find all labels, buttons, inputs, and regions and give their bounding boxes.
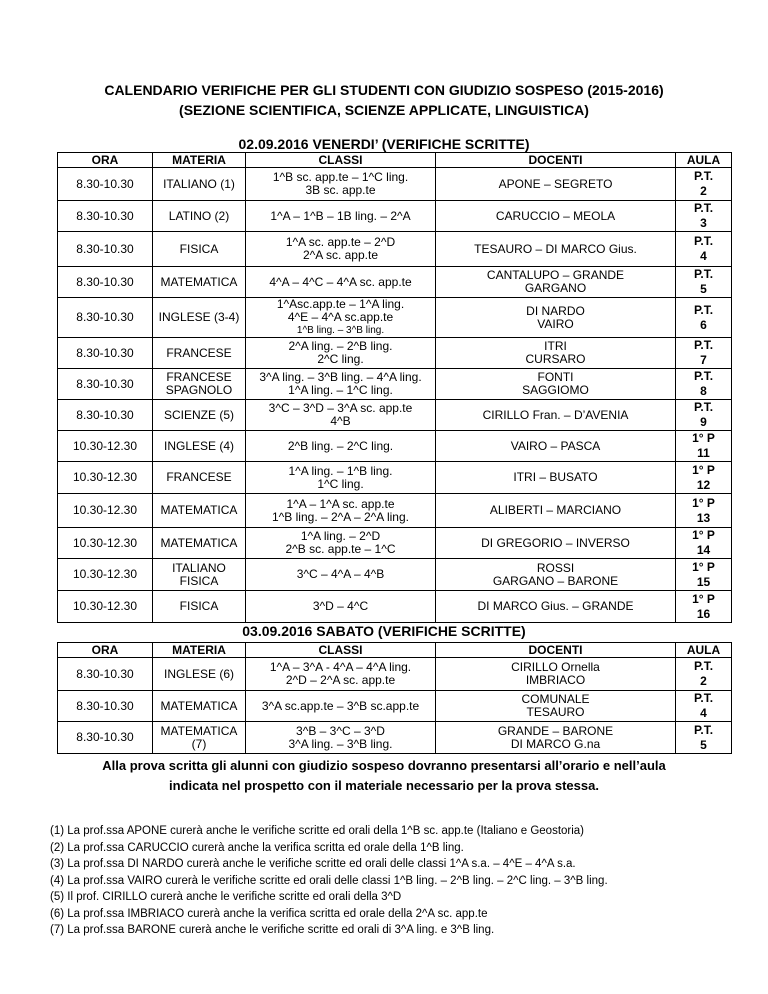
cell-line: GARGANO [524,281,587,295]
column-header: CLASSI [246,643,436,658]
cell-line: ALIBERTI – MARCIANO [489,503,622,517]
cell-ora: 10.30-12.30 [58,591,153,623]
cell-line: TESAURO [526,705,585,719]
cell-line: MATEMATICA (7) [160,723,238,751]
cell-docenti [436,201,676,232]
cell-line: 1^A – 1^B – 1B ling. – 2^A [270,208,411,223]
cell-ora: 8.30-10.30 [58,722,153,754]
instructions-line-1: Alla prova scritta gli alunni con giudizio sospeso dovranno presentarsi all’orario e nell’aula [102,758,666,773]
cell-line: FRANCESE [166,345,232,360]
cell-line: CIRILLO Fran. – D’AVENIA [482,407,629,422]
cell-materia [153,267,246,298]
cell-line: 1^A sc. app.te – 2^D [285,235,396,249]
cell-line: 1^A – 3^A - 4^A – 4^A ling. [269,660,412,674]
cell-materia [153,591,246,623]
cell-line: P.T. [693,234,714,248]
cell-line: P.T. [693,659,714,673]
cell-line: DI GREGORIO – INVERSO [481,535,630,550]
cell-line: 11 [697,446,710,460]
cell-ora: 8.30-10.30 [58,400,153,431]
cell-docenti [436,722,676,754]
cell-aula [676,232,732,267]
cell-docenti [436,431,676,462]
cell-aula [676,338,732,369]
cell-line: 4^A – 4^C – 4^A sc. app.te [269,274,412,289]
table-row [58,369,732,400]
column-header: ORA [58,643,153,658]
cell-line: 2 [700,674,707,688]
cell-ora: 10.30-12.30 [58,494,153,528]
cell-line: 5 [700,737,707,752]
cell-line: 3 [700,216,707,230]
cell-ora: 8.30-10.30 [58,298,153,338]
cell-line: SCIENZE (5) [163,407,234,422]
table-row [58,591,732,623]
cell-classi [246,528,436,559]
cell-classi [246,267,436,298]
table-row [58,559,732,591]
cell-line: ITALIANO [172,560,226,575]
cell-classi [246,658,436,691]
cell-docenti [436,559,676,591]
cell-line: 1^B ling. – 3^B ling. [296,325,385,336]
cell-materia [153,722,246,754]
cell-ora: 8.30-10.30 [58,369,153,400]
cell-line: DI MARCO G.na [510,736,601,751]
cell-ora: 8.30-10.30 [58,267,153,298]
cell-docenti [436,338,676,369]
cell-classi [246,494,436,528]
cell-docenti [436,691,676,722]
cell-materia [153,431,246,462]
cell-line: DI NARDO [526,303,585,318]
cell-line: 1^A – 1^A sc. app.te [286,496,395,511]
column-header: MATERIA [153,153,246,168]
column-header: AULA [676,153,732,168]
cell-line: CARUCCIO – MEOLA [495,208,616,223]
cell-line: 1° P [692,528,715,542]
column-header: CLASSI [246,153,436,168]
cell-line: INGLESE (4) [163,438,235,453]
cell-classi [246,591,436,623]
cell-classi [246,201,436,232]
cell-classi [246,298,436,338]
cell-line: 3^B – 3^C – 3^D [296,723,385,738]
cell-line: 2^C ling. [317,352,364,366]
cell-line: 1^A ling. – 1^C ling. [288,383,393,397]
cell-docenti [436,232,676,267]
cell-docenti [436,400,676,431]
cell-materia [153,400,246,431]
cell-line: P.T. [693,338,714,352]
day1-schedule-table [57,152,732,623]
cell-line: 13 [696,510,711,525]
cell-line: 9 [700,415,707,429]
cell-line: DI MARCO Gius. – GRANDE [477,599,634,613]
cell-line: CANTALUPO – GRANDE [486,268,625,282]
cell-materia [153,494,246,528]
cell-aula [676,559,732,591]
cell-aula [676,267,732,298]
cell-materia [153,168,246,201]
table-row [58,494,732,528]
cell-line: 8 [700,384,707,398]
cell-line: FONTI [537,370,574,384]
cell-classi [246,369,436,400]
cell-docenti [436,462,676,494]
cell-materia [153,338,246,369]
cell-line: 1^Asc.app.te – 1^A ling. [276,297,405,311]
cell-line: 2^D – 2^A sc. app.te [285,673,396,687]
cell-line: 15 [696,574,711,589]
cell-classi [246,462,436,494]
cell-line: CURSARO [525,352,586,366]
cell-aula [676,691,732,722]
cell-line: P.T. [693,267,714,281]
cell-line: FISICA [179,573,219,588]
cell-line: 2^B sc. app.te – 1^C [285,542,396,556]
cell-ora: 10.30-12.30 [58,431,153,462]
cell-line: ITRI [544,339,567,353]
cell-materia [153,369,246,400]
cell-line: 4 [700,706,707,720]
cell-line: 14 [696,543,711,557]
cell-aula [676,658,732,691]
table-row [58,462,732,494]
cell-docenti [436,528,676,559]
cell-line: FRANCESE [166,470,232,484]
cell-line: SPAGNOLO [165,383,233,397]
cell-line: 3^A ling. – 3^B ling. – 4^A ling. [259,370,422,384]
cell-docenti [436,591,676,623]
column-header: AULA [676,643,732,658]
cell-line: LATINO (2) [168,208,230,223]
cell-materia [153,298,246,338]
cell-aula [676,400,732,431]
cell-line: ITALIANO (1) [163,176,235,191]
cell-line: 3^C – 4^A – 4^B [296,567,385,581]
document-title-line-1: CALENDARIO VERIFICHE PER GLI STUDENTI CON GIUDIZIO SOSPESO (2015-2016) [104,82,664,98]
cell-line: ITRI – BUSATO [513,470,598,484]
cell-aula [676,462,732,494]
cell-line: 1° P [692,431,715,445]
cell-line: 4^B [330,414,351,428]
cell-materia [153,691,246,722]
cell-line: GARGANO – BARONE [492,573,619,588]
table-row [58,168,732,201]
cell-ora: 8.30-10.30 [58,201,153,232]
cell-line: VAIRO – PASCA [510,438,601,453]
cell-ora: 8.30-10.30 [58,168,153,201]
footnote: (2) La prof.ssa CARUCCIO curerà anche la verifica scritta ed orale della 1^B ling. [50,841,464,854]
column-header: MATERIA [153,643,246,658]
cell-ora: 8.30-10.30 [58,338,153,369]
day2-title: 03.09.2016 SABATO (VERIFICHE SCRITTE) [242,623,526,639]
cell-line: 5 [700,282,707,296]
cell-line: 1° P [692,462,715,477]
table-header-row [58,153,732,168]
table-row [58,267,732,298]
cell-aula [676,494,732,528]
cell-aula [676,168,732,201]
column-header: ORA [58,153,153,168]
cell-aula [676,591,732,623]
cell-line: FRANCESE [166,370,232,384]
cell-line: 1° P [692,495,715,510]
table-row [58,722,732,754]
cell-line: 7 [700,353,707,367]
table-header-row [58,643,732,658]
cell-materia [153,528,246,559]
cell-materia [153,201,246,232]
cell-line: P.T. [693,369,714,383]
cell-classi [246,400,436,431]
cell-ora: 10.30-12.30 [58,462,153,494]
cell-aula [676,369,732,400]
footnote: (1) La prof.ssa APONE curerà anche le verifiche scritte ed orali della 1^B sc. app.te (Italiano e Geostoria) [50,825,585,837]
cell-docenti [436,168,676,201]
cell-aula [676,201,732,232]
cell-aula [676,722,732,754]
cell-line: CIRILLO Ornella [511,660,600,674]
cell-classi [246,338,436,369]
cell-line: 3^A ling. – 3^B ling. [288,736,393,751]
footnote: (4) La prof.ssa VAIRO curerà le verifiche scritte ed orali delle classi 1^B ling. – 2^B ling. – 2^C ling. – 3^B ling. [50,874,608,887]
cell-line: APONE – SEGRETO [498,176,613,191]
cell-docenti [436,658,676,691]
cell-line: 3B sc. app.te [305,183,376,197]
document-title-line-2: (SEZIONE SCIENTIFICA, SCIENZE APPLICATE, LINGUISTICA) [179,102,589,118]
cell-line: 2^A ling. – 2^B ling. [288,339,393,353]
cell-ora: 8.30-10.30 [58,691,153,722]
cell-line: P.T. [693,722,714,737]
cell-classi [246,722,436,754]
table-row [58,298,732,338]
cell-aula [676,431,732,462]
cell-materia [153,462,246,494]
cell-line: GRANDE – BARONE [497,723,614,738]
cell-materia [153,658,246,691]
cell-line: INGLESE (3-4) [158,310,240,324]
table-row [58,658,732,691]
cell-classi [246,431,436,462]
cell-ora: 8.30-10.30 [58,232,153,267]
cell-ora: 10.30-12.30 [58,559,153,591]
cell-ora: 10.30-12.30 [58,528,153,559]
cell-line: MATEMATICA [160,274,238,289]
cell-line: MATEMATICA [160,698,238,713]
cell-line: 16 [696,606,711,621]
cell-materia [153,232,246,267]
cell-line: VAIRO [537,316,574,331]
day2-schedule-table [57,642,732,754]
cell-line: P.T. [693,169,714,183]
cell-materia [153,559,246,591]
cell-line: MATEMATICA [160,503,238,517]
cell-line: 1° P [692,591,715,606]
cell-line: P.T. [693,400,714,414]
cell-line: 4^E – 4^A sc.app.te [287,310,394,324]
table-row [58,691,732,722]
table-row [58,201,732,232]
cell-line: 1^B ling. – 2^A – 2^A ling. [272,509,409,524]
cell-line: TESAURO – DI MARCO Gius. [474,241,637,256]
cell-line: IMBRIACO [525,673,586,687]
cell-classi [246,559,436,591]
table-row [58,528,732,559]
footnotes [50,823,750,939]
cell-line: 3^D – 4^C [312,599,369,613]
table-row [58,232,732,267]
table-row [58,431,732,462]
cell-line: 2^B ling. – 2^C ling. [287,438,394,453]
cell-line: 12 [696,477,711,492]
cell-line: 6 [700,317,707,332]
cell-line: 2 [700,184,707,198]
footnote: (7) La prof.ssa BARONE curerà anche le verifiche scritte ed orali di 3^A ling. e 3^B ling. [50,924,495,936]
cell-line: 1^A ling. – 2^D [300,529,381,543]
footnote: (6) La prof.ssa IMBRIACO curerà anche la verifica scritta ed orale della 2^A sc. app.te [50,907,488,920]
cell-line: 1^C ling. [317,476,364,491]
cell-line: 1° P [692,559,715,574]
cell-line: COMUNALE [521,692,590,706]
column-header: DOCENTI [436,643,676,658]
footnote: (3) La prof.ssa DI NARDO curerà anche le verifiche scritte ed orali delle classi 1^A s.a. – 4^E – 4^A s.a. [50,858,576,870]
cell-line: P.T. [693,691,714,705]
cell-line: 4 [700,249,707,263]
table-row [58,400,732,431]
cell-line: FISICA [179,241,219,256]
cell-line: FISICA [179,599,219,613]
cell-line: 3^A sc.app.te – 3^B sc.app.te [261,698,420,713]
day1-title: 02.09.2016 VENERDI’ (VERIFICHE SCRITTE) [238,136,530,152]
table-row [58,338,732,369]
column-header: DOCENTI [436,153,676,168]
cell-line: INGLESE (6) [163,666,235,681]
cell-classi [246,232,436,267]
cell-line: 1^B sc. app.te – 1^C ling. [272,170,409,184]
cell-line: 2^A sc. app.te [302,248,378,262]
cell-line: P.T. [693,201,714,215]
cell-docenti [436,369,676,400]
cell-aula [676,528,732,559]
cell-line: SAGGIOMO [522,383,589,397]
cell-line: ROSSI [536,560,575,575]
cell-docenti [436,494,676,528]
cell-line: 1^A ling. – 1^B ling. [288,463,393,478]
cell-line: MATEMATICA [160,535,238,550]
footnote: (5) Il prof. CIRILLO curerà anche le verifiche scritte ed orali della 3^D [50,891,402,903]
cell-line: 3^C – 3^D – 3^A sc. app.te [268,401,413,415]
cell-aula [676,298,732,338]
cell-line: P.T. [693,302,714,317]
cell-ora: 8.30-10.30 [58,658,153,691]
cell-classi [246,691,436,722]
cell-docenti [436,298,676,338]
cell-docenti [436,267,676,298]
cell-classi [246,168,436,201]
instructions-line-2: indicata nel prospetto con il materiale necessario per la prova stessa. [169,778,599,793]
